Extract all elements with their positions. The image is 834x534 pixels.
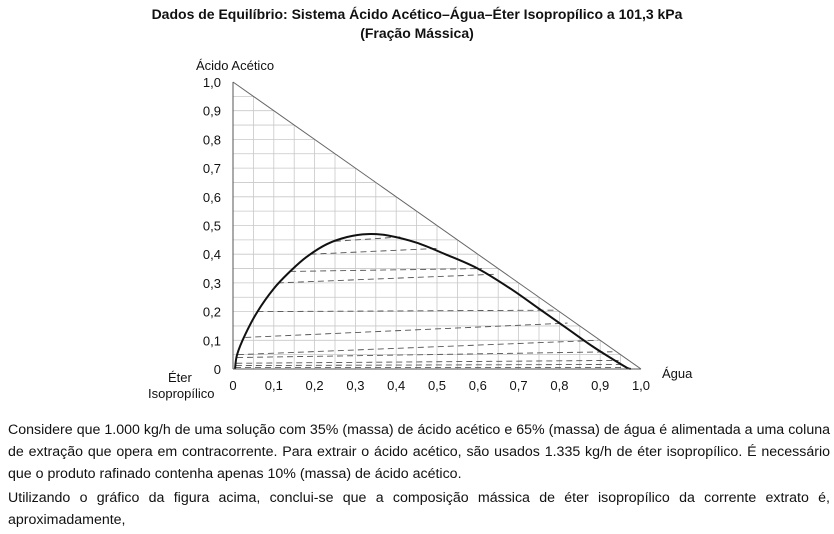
origin-label-line1: Éter (168, 370, 192, 385)
y-tick-label: 0,9 (202, 103, 221, 119)
x-tick-label: 0 (229, 378, 237, 393)
tie-line (290, 269, 482, 272)
tie-line (278, 274, 494, 283)
y-tick-label: 0,3 (202, 275, 221, 291)
y-tick-label: 0,2 (202, 304, 221, 320)
x-tick-label: 0,2 (305, 378, 324, 393)
x-tick-label: 0,9 (591, 378, 610, 393)
y-tick-label: 0,7 (202, 161, 221, 177)
x-tick-label: 0,6 (468, 378, 487, 393)
x-axis-label: Água (662, 366, 693, 381)
question-paragraph: Considere que 1.000 kg/h de uma solução com 35% (massa) de ácido acético e 65% (massa) de água é alimentada a uma coluna de extração que opera em contracorrente. Para extrair o ácido acético, são usados 1.335 kg/h de éter isopropílico. É necessário que o produto rafinado contenha apenas 10% (massa) de ácido acético. (8, 422, 830, 482)
x-tick-label: 0,4 (387, 378, 406, 393)
x-tick-label: 1,0 (631, 378, 651, 393)
grid (233, 96, 621, 369)
x-tick-labels (229, 378, 650, 393)
y-tick-label: 0,5 (202, 218, 221, 234)
tie-line (311, 248, 437, 254)
y-tick-label: 0,8 (202, 132, 221, 148)
tie-line (236, 360, 618, 363)
x-tick-label: 0,5 (427, 378, 447, 393)
y-tick-label: 0,4 (202, 247, 221, 263)
origin-label-line2: Isopropílico (148, 386, 215, 401)
tie-lines (235, 237, 627, 368)
tie-line (238, 340, 598, 354)
x-tick-label: 0,8 (550, 378, 569, 393)
y-tick-label: 1,0 (202, 75, 221, 90)
chart-title: Dados de Equilíbrio: Sistema Ácido Acético–Água–Éter Isopropílico a 101,3 kPa (151, 6, 683, 22)
y-tick-label: 0,6 (202, 189, 221, 205)
y-tick-labels (203, 75, 221, 377)
y-tick-label: 0 (213, 362, 221, 377)
x-tick-label: 0,7 (509, 378, 528, 393)
x-tick-label: 0,1 (264, 378, 283, 393)
x-tick-label: 0,3 (346, 378, 365, 393)
chart-subtitle: (Fração Mássica) (360, 25, 474, 41)
tie-line (245, 323, 567, 337)
y-axis-label: Ácido Acético (196, 58, 275, 73)
y-tick-label: 0,1 (202, 333, 221, 349)
question-prompt: Utilizando o gráfico da figura acima, conclui-se que a composição mássica de éter isopropílico da corrente extrato é, aproximadamente, (8, 490, 830, 528)
